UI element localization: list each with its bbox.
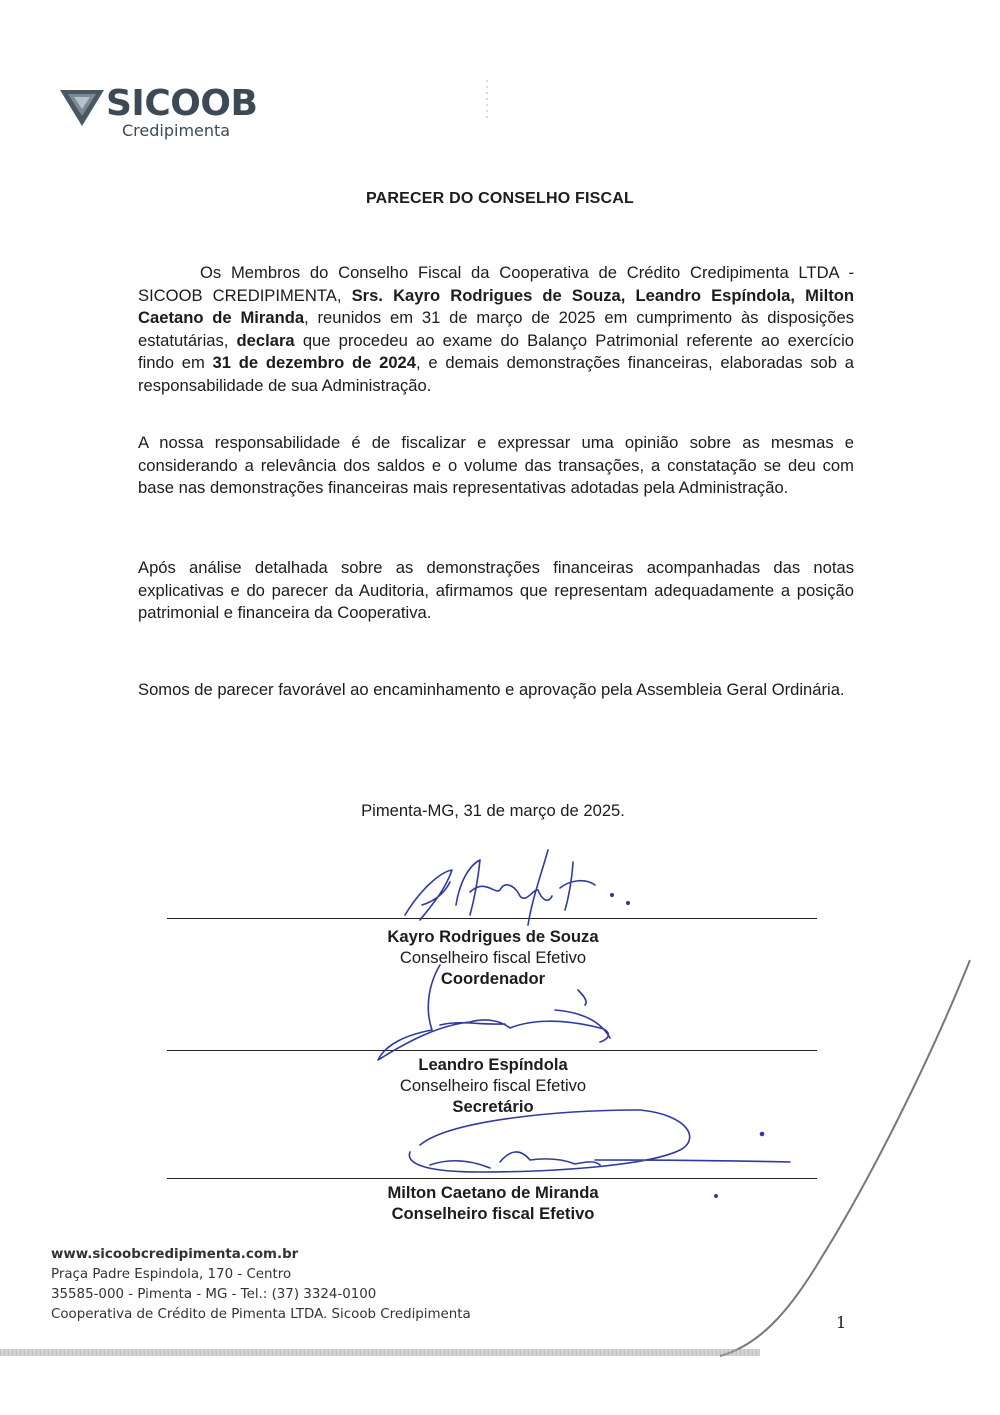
- document-title: PARECER DO CONSELHO FISCAL: [365, 190, 635, 207]
- logo-sub-text: Credipimenta: [122, 121, 231, 140]
- sicoob-triangle-icon: [60, 88, 106, 130]
- scan-bottom-edge: [0, 1349, 760, 1356]
- signature-line-2: [167, 1050, 817, 1051]
- paragraph-responsibility: A nossa responsabilidade é de fiscalizar e expressar uma opinião sobre as mesmas e considerando a relevância dos saldos e o volume das transações, a constatação se deu com base nas demonstrações financeiras mais representativas adotadas pela Administração.: [138, 433, 854, 497]
- footer-company: Cooperativa de Crédito de Pimenta LTDA. Sicoob Credipimenta: [51, 1307, 471, 1322]
- intro-members-bold: Srs. Kayro Rodrigues de Souza, Leandro Espíndola, Milton Caetano de Miranda: [138, 285, 854, 327]
- intro-text-2: , reunidos em 31 de março de 2025 em cumprimento às disposições estatutárias,: [138, 308, 854, 350]
- intro-text-1: Os Membros do Conselho Fiscal da Cooperativa de Crédito Credipimenta LTDA - SICOOB CREDIPIMENTA,: [138, 263, 854, 305]
- signature-1-ink: [405, 850, 595, 925]
- intro-date-bold: 31 de dezembro de 2024: [212, 353, 417, 372]
- sicoob-logo: [60, 84, 260, 144]
- signer-position-2: Secretário: [452, 1097, 534, 1116]
- paragraph-analysis: Após análise detalhada sobre as demonstrações financeiras acompanhadas das notas explicativas e do parecer da Auditoria, afirmamos que representam adequadamente a posição patrimonial e financeira da Cooperativa.: [138, 558, 854, 622]
- signer-role-2: Conselheiro fiscal Efetivo: [399, 1076, 587, 1095]
- signature-line-1: [167, 918, 817, 919]
- signer-name-1: Kayro Rodrigues de Souza: [387, 927, 599, 946]
- intro-text-3: que procedeu ao exame do Balanço Patrimonial referente ao exercício findo em: [138, 330, 854, 372]
- place-date: Pimenta-MG, 31 de março de 2025.: [361, 801, 625, 820]
- logo-brand-text: SICOOB: [106, 83, 258, 124]
- signature-block-2: [0, 1054, 986, 1117]
- footer-contact: 35585-000 - Pimenta - MG - Tel.: (37) 3324-0100: [51, 1287, 377, 1302]
- signer-role-1: Conselheiro fiscal Efetivo: [399, 948, 587, 967]
- paragraph-opinion: Somos de parecer favorável ao encaminhamento e aprovação pela Assembleia Geral Ordinária.: [138, 680, 845, 699]
- intro-text-4: , e demais demonstrações financeiras, elaboradas sob a responsabilidade de sua Administração.: [138, 353, 854, 395]
- signature-block-1: [0, 926, 986, 989]
- signer-role-3: Conselheiro fiscal Efetivo: [391, 1204, 595, 1223]
- signer-name-2: Leandro Espíndola: [418, 1055, 568, 1074]
- signature-line-3: [167, 1178, 817, 1179]
- paragraph-intro: [138, 262, 854, 397]
- signer-name-3: Milton Caetano de Miranda: [387, 1183, 599, 1202]
- signature-3-ink: [409, 1110, 790, 1172]
- intro-declara-bold: declara: [236, 330, 295, 350]
- footer-block: [51, 1245, 471, 1325]
- footer-address: Praça Padre Espindola, 170 - Centro: [51, 1267, 292, 1282]
- signature-block-3: [0, 1182, 986, 1224]
- footer-website-link[interactable]: www.sicoobcredipimenta.com.br: [51, 1247, 299, 1262]
- signer-position-1: Coordenador: [440, 969, 546, 988]
- page-number: 1: [836, 1313, 847, 1332]
